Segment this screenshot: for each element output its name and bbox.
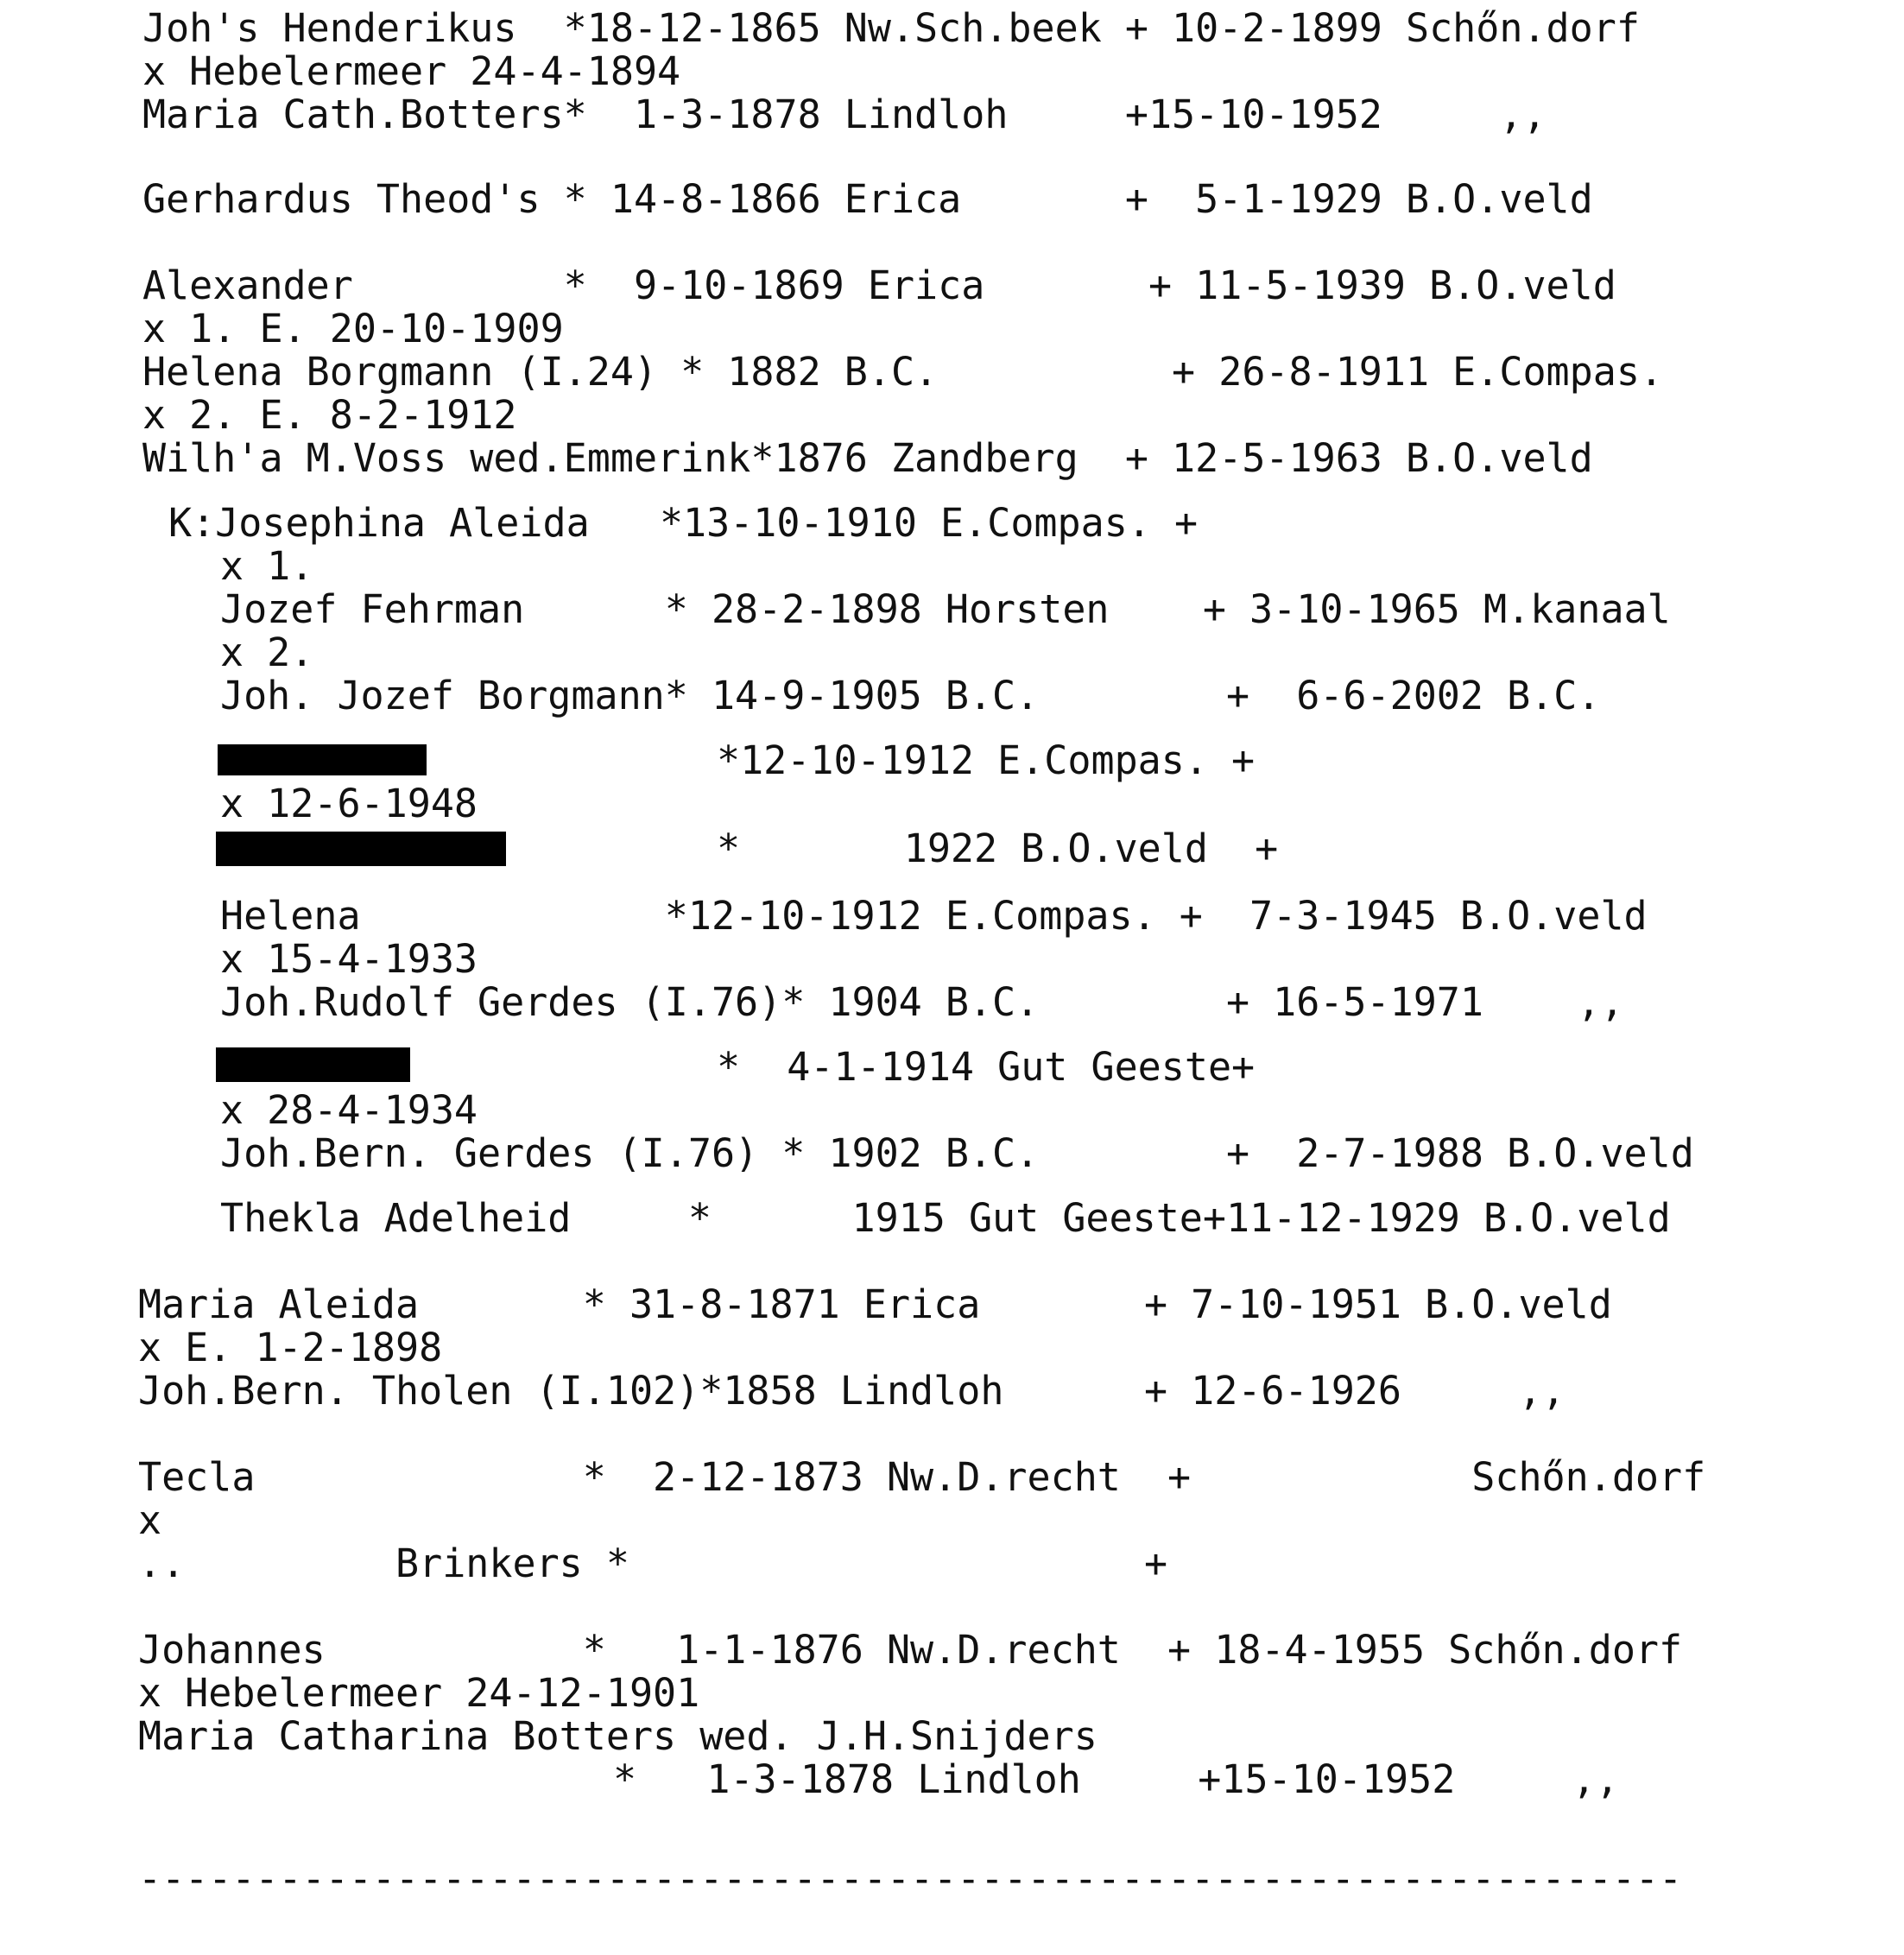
text-line: Thekla Adelheid * 1915 Gut Geeste+11-12-1929 B.O.veld	[220, 1195, 1671, 1241]
text-line: Johannes * 1-1-1876 Nw.D.recht + 18-4-1955 Schőn.dorf	[138, 1627, 1683, 1673]
text-line: Joh. Jozef Borgmann* 14-9-1905 B.C. + 6-6-2002 B.C.	[220, 673, 1601, 718]
text-line: Maria Catharina Botters wed. J.H.Snijders	[138, 1713, 1097, 1759]
text-line: Joh.Bern. Tholen (I.102)*1858 Lindloh + 12-6-1926 ,,	[138, 1368, 1566, 1414]
text-line: Joh's Henderikus *18-12-1865 Nw.Sch.beek + 10-2-1899 Schőn.dorf	[142, 5, 1640, 51]
text-line: * 1922 B.O.veld +	[717, 826, 1279, 871]
text-line: Jozef Fehrman * 28-2-1898 Horsten + 3-10-1965 M.kanaal	[220, 586, 1671, 632]
separator-line: ------------------------------------------------------------------	[138, 1856, 1683, 1901]
text-line: x Hebelermeer 24-4-1894	[142, 48, 681, 94]
text-line: x 28-4-1934	[220, 1087, 478, 1133]
text-line: Joh.Bern. Gerdes (I.76) * 1902 B.C. + 2-7-1988 B.O.veld	[220, 1130, 1694, 1176]
text-line: Gerhardus Theod's * 14-8-1866 Erica + 5-1-1929 B.O.veld	[142, 176, 1593, 222]
text-line: * 4-1-1914 Gut Geeste+	[717, 1044, 1256, 1090]
redaction-block	[216, 1047, 410, 1082]
text-line: Tecla * 2-12-1873 Nw.D.recht + Schőn.dorf	[138, 1454, 1706, 1500]
text-line: Wilh'a M.Voss wed.Emmerink*1876 Zandberg + 12-5-1963 B.O.veld	[142, 435, 1593, 481]
text-line: K:Josephina Aleida *13-10-1910 E.Compas. +	[168, 500, 1199, 546]
text-line: Maria Cath.Botters* 1-3-1878 Lindloh +15-10-1952 ,,	[142, 92, 1547, 137]
text-line: Maria Aleida * 31-8-1871 Erica + 7-10-1951 B.O.veld	[138, 1281, 1612, 1327]
text-line: x E. 1-2-1898	[138, 1325, 443, 1370]
text-line: .. Brinkers * +	[138, 1541, 1168, 1586]
text-line: x 2. E. 8-2-1912	[142, 392, 517, 438]
redaction-block	[218, 744, 427, 775]
text-line: x	[138, 1497, 162, 1543]
text-line: x 2.	[220, 630, 314, 675]
redaction-block	[216, 832, 506, 866]
text-line: Helena *12-10-1912 E.Compas. + 7-3-1945 B.O.veld	[220, 893, 1648, 939]
text-line: x 1.	[220, 543, 314, 589]
text-line: * 1-3-1878 Lindloh +15-10-1952 ,,	[613, 1756, 1619, 1802]
text-line: x 1. E. 20-10-1909	[142, 306, 564, 351]
text-line: x 12-6-1948	[220, 781, 478, 826]
text-line: x 15-4-1933	[220, 936, 478, 982]
text-line: *12-10-1912 E.Compas. +	[717, 737, 1256, 783]
text-line: Joh.Rudolf Gerdes (I.76)* 1904 B.C. + 16-5-1971 ,,	[220, 979, 1624, 1025]
text-line: x Hebelermeer 24-12-1901	[138, 1670, 700, 1716]
text-line: Alexander * 9-10-1869 Erica + 11-5-1939 B.O.veld	[142, 263, 1616, 308]
text-line: Helena Borgmann (I.24) * 1882 B.C. + 26-8-1911 E.Compas.	[142, 349, 1663, 395]
